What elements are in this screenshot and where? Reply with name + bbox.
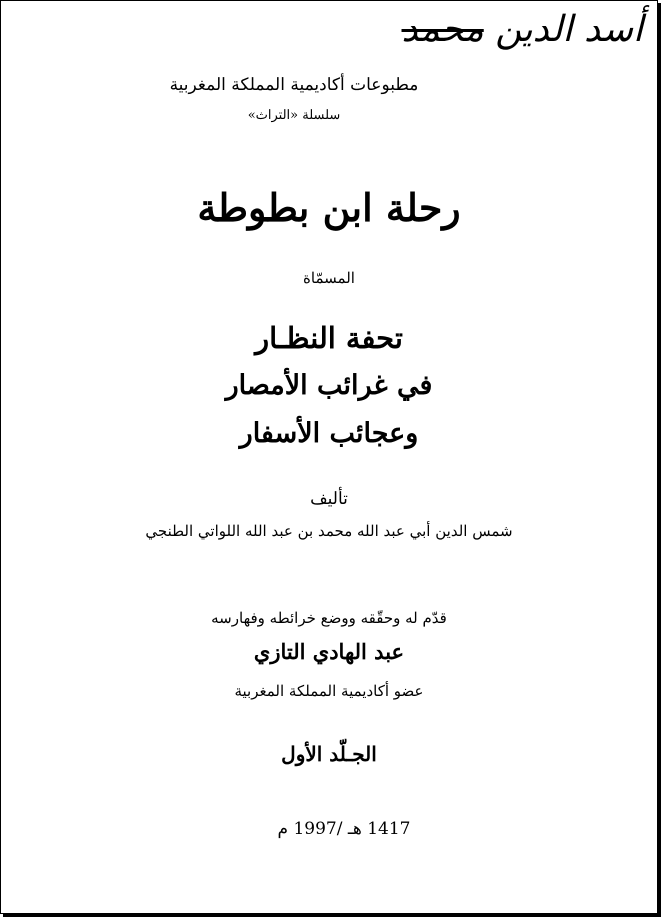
handwritten-signature	[402, 9, 643, 50]
book-title: رحلة ابن بطوطة	[197, 185, 461, 230]
editor-membership: عضو أكاديمية المملكة المغربية	[234, 682, 424, 700]
subtitle-line-2: في غرائب الأمصار	[225, 370, 433, 401]
author-name: شمس الدين أبي عبد الله محمد بن عبد الله اللواتي الطنجي	[145, 522, 513, 540]
editor-name: عبد الهادي التازي	[253, 639, 405, 664]
signature-name-part1: أسد الدين	[495, 9, 643, 50]
editor-role: قدّم له وحقّقه ووضع خرائطه وفهارسه	[211, 609, 447, 627]
signature-name-part2: محمد	[401, 9, 484, 50]
named-label: المسمّاة	[303, 269, 355, 287]
subtitle-line-3: وعجائب الأسفار	[239, 418, 419, 449]
volume-label: الجـلّد الأول	[281, 742, 377, 766]
subtitle-line-1: تحفة النظـار	[255, 321, 403, 355]
series-line: سلسلة «التراث»	[247, 108, 341, 123]
authorship-label: تأليف	[310, 489, 348, 509]
publication-date: 1417 هـ /1997 م	[277, 819, 411, 839]
publisher-line: مطبوعات أكاديمية المملكة المغربية	[169, 75, 419, 95]
